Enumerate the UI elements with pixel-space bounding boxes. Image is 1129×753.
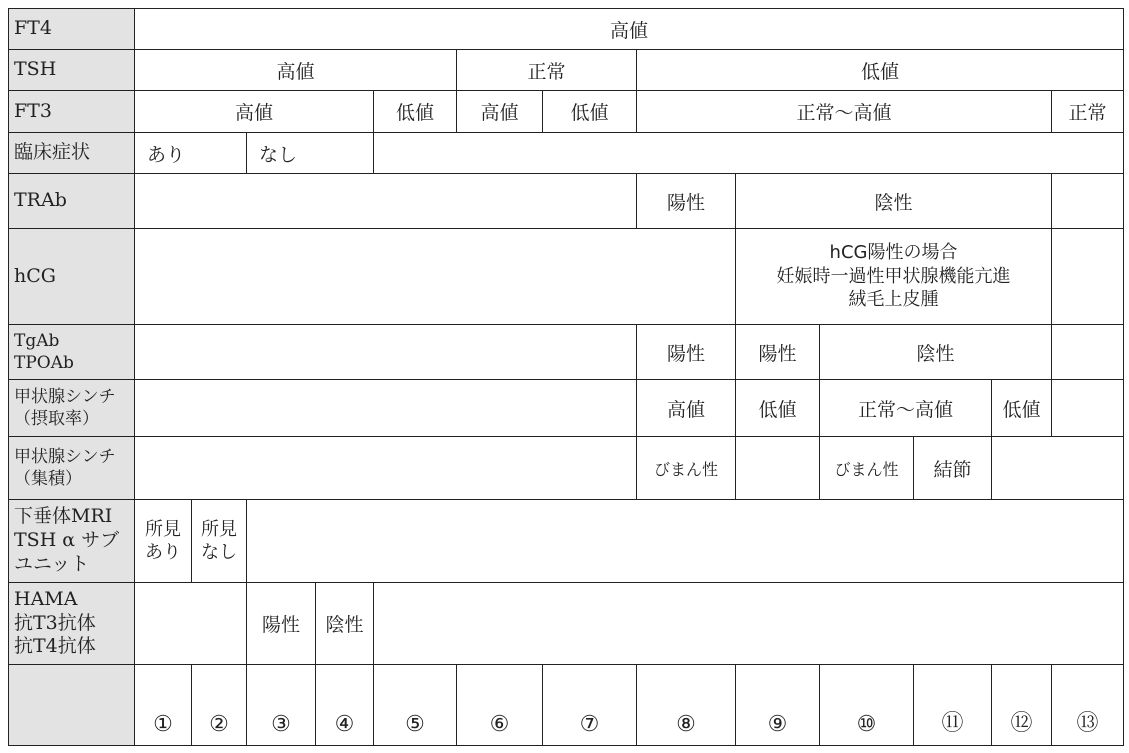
thyroid-differential-table [8,8,1124,746]
mri-findings-absent: 所見 なし [192,500,247,583]
header-ft4: FT4 [9,9,135,50]
trab-empty-end [1052,174,1124,229]
ft3-normal-high: 正常～高値 [637,91,1052,133]
tsh-normal: 正常 [457,50,637,91]
row-ft4 [9,9,1124,50]
case-number: ⑩ [820,665,914,746]
hama-negative: 陰性 [316,583,374,665]
ft3-high-1: 高値 [135,91,374,133]
hcg-empty-end [1052,229,1124,325]
case-number: ③ [247,665,316,746]
hcg-note: hCG陽性の場合 妊娠時一過性甲状腺機能亢進 絨毛上皮腫 [736,229,1052,325]
symptoms-present: あり [135,133,247,174]
mri-empty [247,500,1124,583]
trab-positive: 陽性 [637,174,736,229]
symptoms-empty [374,133,1124,174]
row-hama [9,583,1124,665]
row-ft3 [9,91,1124,133]
row-symptoms [9,133,1124,174]
tgab-positive-1: 陽性 [637,325,736,380]
hama-empty [135,583,247,665]
uptake-empty [135,380,637,437]
case-number: ① [135,665,192,746]
header-scinti-uptake: 甲状腺シンチ （摂取率） [9,380,135,437]
accum-diffuse-2: びまん性 [820,437,914,500]
header-hcg: hCG [9,229,135,325]
case-number: ⑬ [1052,665,1124,746]
tgab-empty-end [1052,325,1124,380]
row-trab [9,174,1124,229]
hcg-empty [135,229,736,325]
case-number: ⑦ [543,665,637,746]
header-scinti-accum: 甲状腺シンチ （集積） [9,437,135,500]
row-numbers [9,665,1124,746]
case-number: ⑤ [374,665,457,746]
header-tsh: TSH [9,50,135,91]
accum-empty [135,437,637,500]
ft3-low-1: 低値 [374,91,457,133]
symptoms-absent: なし [247,133,374,174]
ft4-value: 高値 [135,9,1124,50]
tgab-empty [135,325,637,380]
tsh-high: 高値 [135,50,457,91]
uptake-high: 高値 [637,380,736,437]
ft3-high-2: 高値 [457,91,543,133]
row-scinti-accum [9,437,1124,500]
row-hcg [9,229,1124,325]
case-number: ⑪ [914,665,992,746]
header-symptoms: 臨床症状 [9,133,135,174]
accum-empty-end [992,437,1124,500]
case-number: ⑨ [736,665,820,746]
uptake-empty-end [1052,380,1124,437]
ft3-normal: 正常 [1052,91,1124,133]
ft3-low-2: 低値 [543,91,637,133]
case-number: ⑫ [992,665,1052,746]
accum-empty-mid [736,437,820,500]
row-scinti-uptake [9,380,1124,437]
uptake-low-1: 低値 [736,380,820,437]
uptake-normal-high: 正常～高値 [820,380,992,437]
case-number: ② [192,665,247,746]
row-mri [9,500,1124,583]
header-mri: 下垂体MRI TSH α サブ ユニット [9,500,135,583]
header-trab: TRAb [9,174,135,229]
uptake-low-2: 低値 [992,380,1052,437]
row-tsh [9,50,1124,91]
hama-empty-end [374,583,1124,665]
header-ft3: FT3 [9,91,135,133]
header-numbers-empty [9,665,135,746]
tgab-negative: 陰性 [820,325,1052,380]
mri-findings-present: 所見 あり [135,500,192,583]
row-tgab [9,325,1124,380]
case-number: ⑧ [637,665,736,746]
header-hama: HAMA 抗T3抗体 抗T4抗体 [9,583,135,665]
header-tgab: TgAb TPOAb [9,325,135,380]
case-number: ⑥ [457,665,543,746]
case-number: ④ [316,665,374,746]
trab-negative: 陰性 [736,174,1052,229]
accum-diffuse-1: びまん性 [637,437,736,500]
tgab-positive-2: 陽性 [736,325,820,380]
accum-nodular: 結節 [914,437,992,500]
trab-empty [135,174,637,229]
tsh-low: 低値 [637,50,1124,91]
hama-positive: 陽性 [247,583,316,665]
